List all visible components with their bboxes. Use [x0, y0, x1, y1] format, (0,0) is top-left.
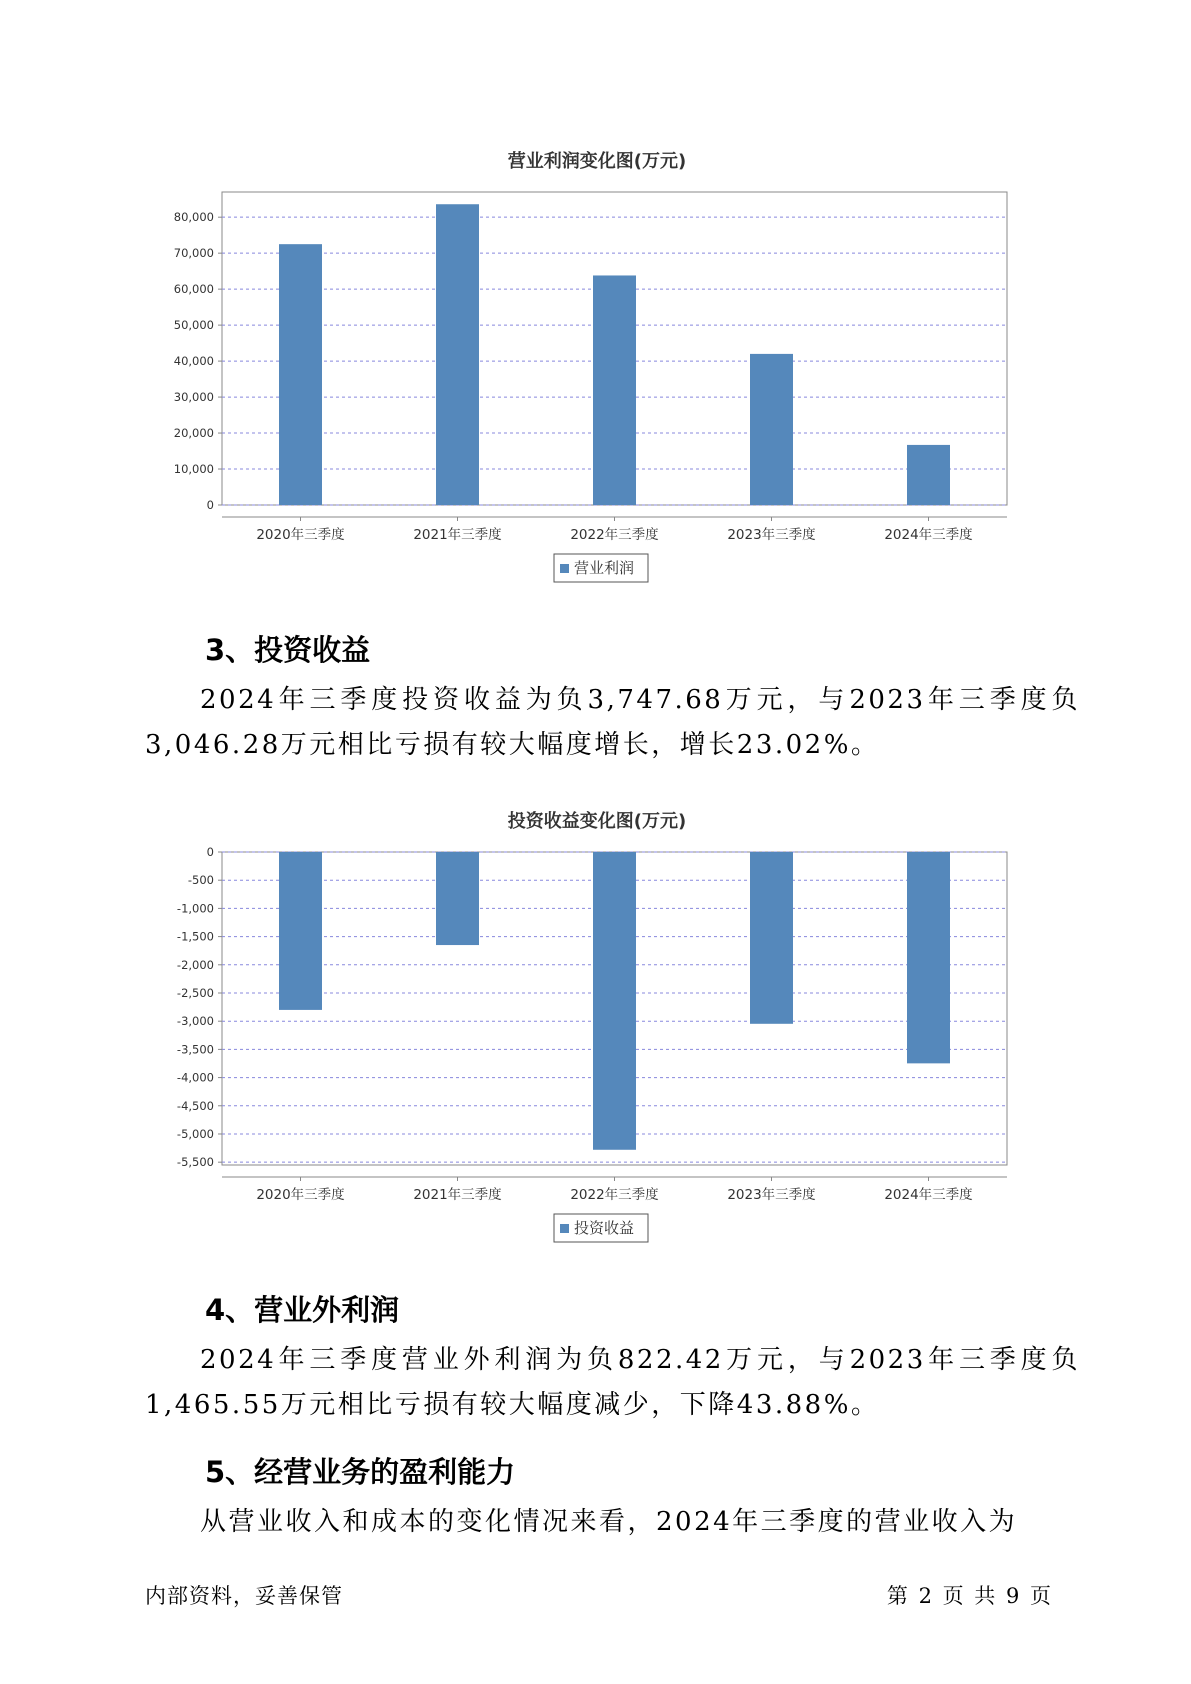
investment-income-xtick-label: 2020年三季度 [256, 1187, 345, 1203]
footer-page-number: 第 2 页 共 9 页 [886, 1584, 1051, 1608]
investment-income-bar [907, 852, 950, 1063]
operating-profit-chart [0, 130, 1191, 600]
operating-profit-chart-svg [0, 130, 1191, 600]
investment-income-chart [0, 790, 1191, 1260]
investment-income-ytick-label: 0 [206, 845, 214, 859]
investment-income-bar [593, 852, 636, 1150]
investment-income-legend-label: 投资收益 [574, 1219, 635, 1237]
operating-profit-ytick-label: 50,000 [173, 318, 214, 333]
investment-income-chart-svg [0, 790, 1191, 1260]
section-4-paragraph: 2024年三季度营业外利润为负822.42万元，与2023年三季度负1,465.55万元相比亏损有较大幅度减少，下降43.88%。 [145, 1345, 1080, 1420]
investment-income-xtick-label: 2024年三季度 [884, 1187, 973, 1203]
section-4-heading: 4、营业外利润 [205, 1293, 400, 1327]
operating-profit-legend-label: 营业利润 [574, 559, 635, 577]
operating-profit-ytick-label: 40,000 [173, 354, 214, 369]
operating-profit-xtick-label: 2021年三季度 [413, 527, 502, 543]
investment-income-ytick-label: -3,000 [176, 1014, 214, 1029]
investment-income-ytick-label: -500 [187, 873, 214, 888]
operating-profit-xtick-label: 2022年三季度 [570, 527, 659, 543]
section-5-paragraph: 从营业收入和成本的变化情况来看，2024年三季度的营业收入为 [200, 1507, 1018, 1537]
investment-income-ytick-label: -1,000 [176, 901, 214, 916]
footer-confidential-note: 内部资料，妥善保管 [145, 1584, 343, 1608]
operating-profit-ytick-label: 70,000 [173, 246, 214, 261]
operating-profit-ytick-label: 10,000 [173, 462, 214, 477]
section-3-heading: 3、投资收益 [205, 633, 371, 667]
investment-income-legend-swatch [560, 1224, 569, 1233]
section-5-heading: 5、经营业务的盈利能力 [205, 1455, 516, 1489]
operating-profit-ytick-label: 20,000 [173, 426, 214, 441]
operating-profit-bar [436, 204, 479, 505]
operating-profit-legend-swatch [560, 564, 569, 573]
operating-profit-xtick-label: 2023年三季度 [727, 527, 816, 543]
operating-profit-ytick-label: 0 [206, 498, 214, 512]
investment-income-ytick-label: -1,500 [176, 929, 214, 944]
section-3-paragraph: 2024年三季度投资收益为负3,747.68万元，与2023年三季度负3,046.28万元相比亏损有较大幅度增长，增长23.02%。 [145, 685, 1080, 760]
operating-profit-bar [593, 275, 636, 505]
operating-profit-ytick-label: 60,000 [173, 282, 214, 297]
investment-income-ytick-label: -5,500 [176, 1155, 214, 1170]
investment-income-ytick-label: -2,500 [176, 985, 214, 1000]
investment-income-bar [436, 852, 479, 945]
investment-income-ytick-label: -4,000 [176, 1070, 214, 1085]
operating-profit-xtick-label: 2024年三季度 [884, 527, 973, 543]
investment-income-title: 投资收益变化图(万元) [507, 811, 687, 832]
operating-profit-ytick-label: 30,000 [173, 390, 214, 405]
operating-profit-bar [279, 244, 322, 505]
investment-income-bar [750, 852, 793, 1024]
operating-profit-title: 营业利润变化图(万元) [507, 151, 687, 172]
investment-income-xtick-label: 2021年三季度 [413, 1187, 502, 1203]
operating-profit-xtick-label: 2020年三季度 [256, 527, 345, 543]
investment-income-ytick-label: -3,500 [176, 1042, 214, 1057]
operating-profit-bar [907, 445, 950, 505]
investment-income-xtick-label: 2022年三季度 [570, 1187, 659, 1203]
investment-income-bar [279, 852, 322, 1010]
investment-income-ytick-label: -2,000 [176, 957, 214, 972]
investment-income-ytick-label: -5,000 [176, 1126, 214, 1141]
investment-income-ytick-label: -4,500 [176, 1098, 214, 1113]
operating-profit-bar [750, 354, 793, 505]
investment-income-xtick-label: 2023年三季度 [727, 1187, 816, 1203]
operating-profit-ytick-label: 80,000 [173, 210, 214, 225]
